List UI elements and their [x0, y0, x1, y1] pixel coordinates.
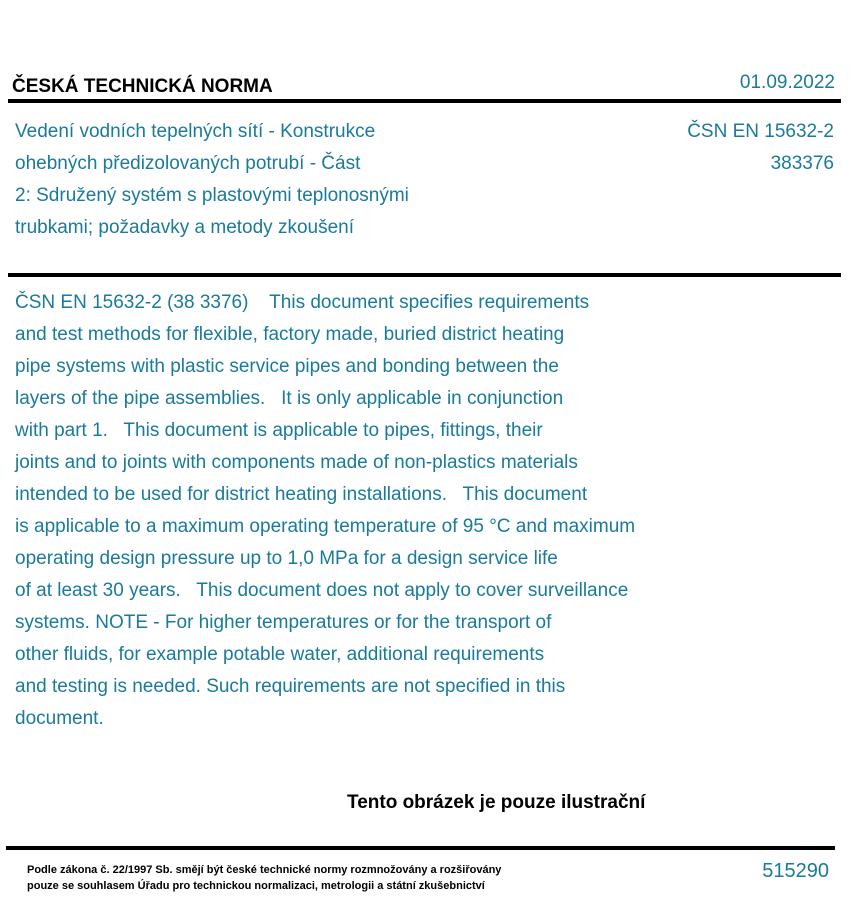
standard-identifier: [687, 116, 834, 180]
class-number: 383376: [770, 153, 834, 174]
abstract-line: systems. NOTE - For higher temperatures or for the transport of: [15, 612, 552, 633]
title-line: ohebných předizolovaných potrubí - Část: [15, 153, 361, 174]
issue-date: 01.09.2022: [739, 72, 835, 93]
legal-line: Podle zákona č. 22/1997 Sb. smějí být české technické normy rozmnožovány a rozšiřovány: [27, 864, 502, 876]
abstract-line: other fluids, for example potable water, additional requirements: [15, 644, 545, 665]
abstract-line: and test methods for flexible, factory made, buried district heating: [15, 324, 565, 345]
abstract-line: and testing is needed. Such requirements are not specified in this: [15, 676, 566, 697]
title-line: trubkami; požadavky a metody zkoušení: [15, 217, 355, 238]
norm-label: ČESKÁ TECHNICKÁ NORMA: [12, 76, 273, 97]
abstract-line: layers of the pipe assemblies. It is only applicable in conjunction: [15, 388, 564, 409]
standard-title: [15, 116, 485, 244]
footer-legal-notice: [27, 862, 501, 894]
abstract-line: joints and to joints with components made of non-plastics materials: [15, 452, 578, 473]
abstract-line: is applicable to a maximum operating temperature of 95 °C and maximum: [15, 516, 636, 537]
abstract-line: operating design pressure up to 1,0 MPa for a design service life: [15, 548, 558, 569]
footer-divider: [6, 846, 835, 850]
abstract-line: document.: [15, 708, 104, 729]
abstract-line: pipe systems with plastic service pipes and bonding between the: [15, 356, 559, 377]
legal-line: pouze se souhlasem Úřadu pro technickou normalizaci, metrologii a státní zkušebnictví: [27, 880, 485, 892]
abstract-line: of at least 30 years. This document does not apply to cover surveillance: [15, 580, 629, 601]
abstract: [15, 287, 735, 735]
abstract-line: with part 1. This document is applicable to pipes, fittings, their: [15, 420, 543, 441]
header-divider: [8, 99, 841, 103]
abstract-line: intended to be used for district heating installations. This document: [15, 484, 588, 505]
title-divider: [8, 273, 841, 277]
illustration-note: Tento obrázek je pouze ilustrační: [347, 792, 646, 813]
document-number: 515290: [762, 860, 829, 882]
standard-code: ČSN EN 15632-2: [687, 121, 834, 142]
title-line: Vedení vodních tepelných sítí - Konstrukce: [15, 121, 376, 142]
title-line: 2: Sdružený systém s plastovými teplonosnými: [15, 185, 409, 206]
abstract-line: ČSN EN 15632-2 (38 3376) This document specifies requirements: [15, 292, 590, 313]
